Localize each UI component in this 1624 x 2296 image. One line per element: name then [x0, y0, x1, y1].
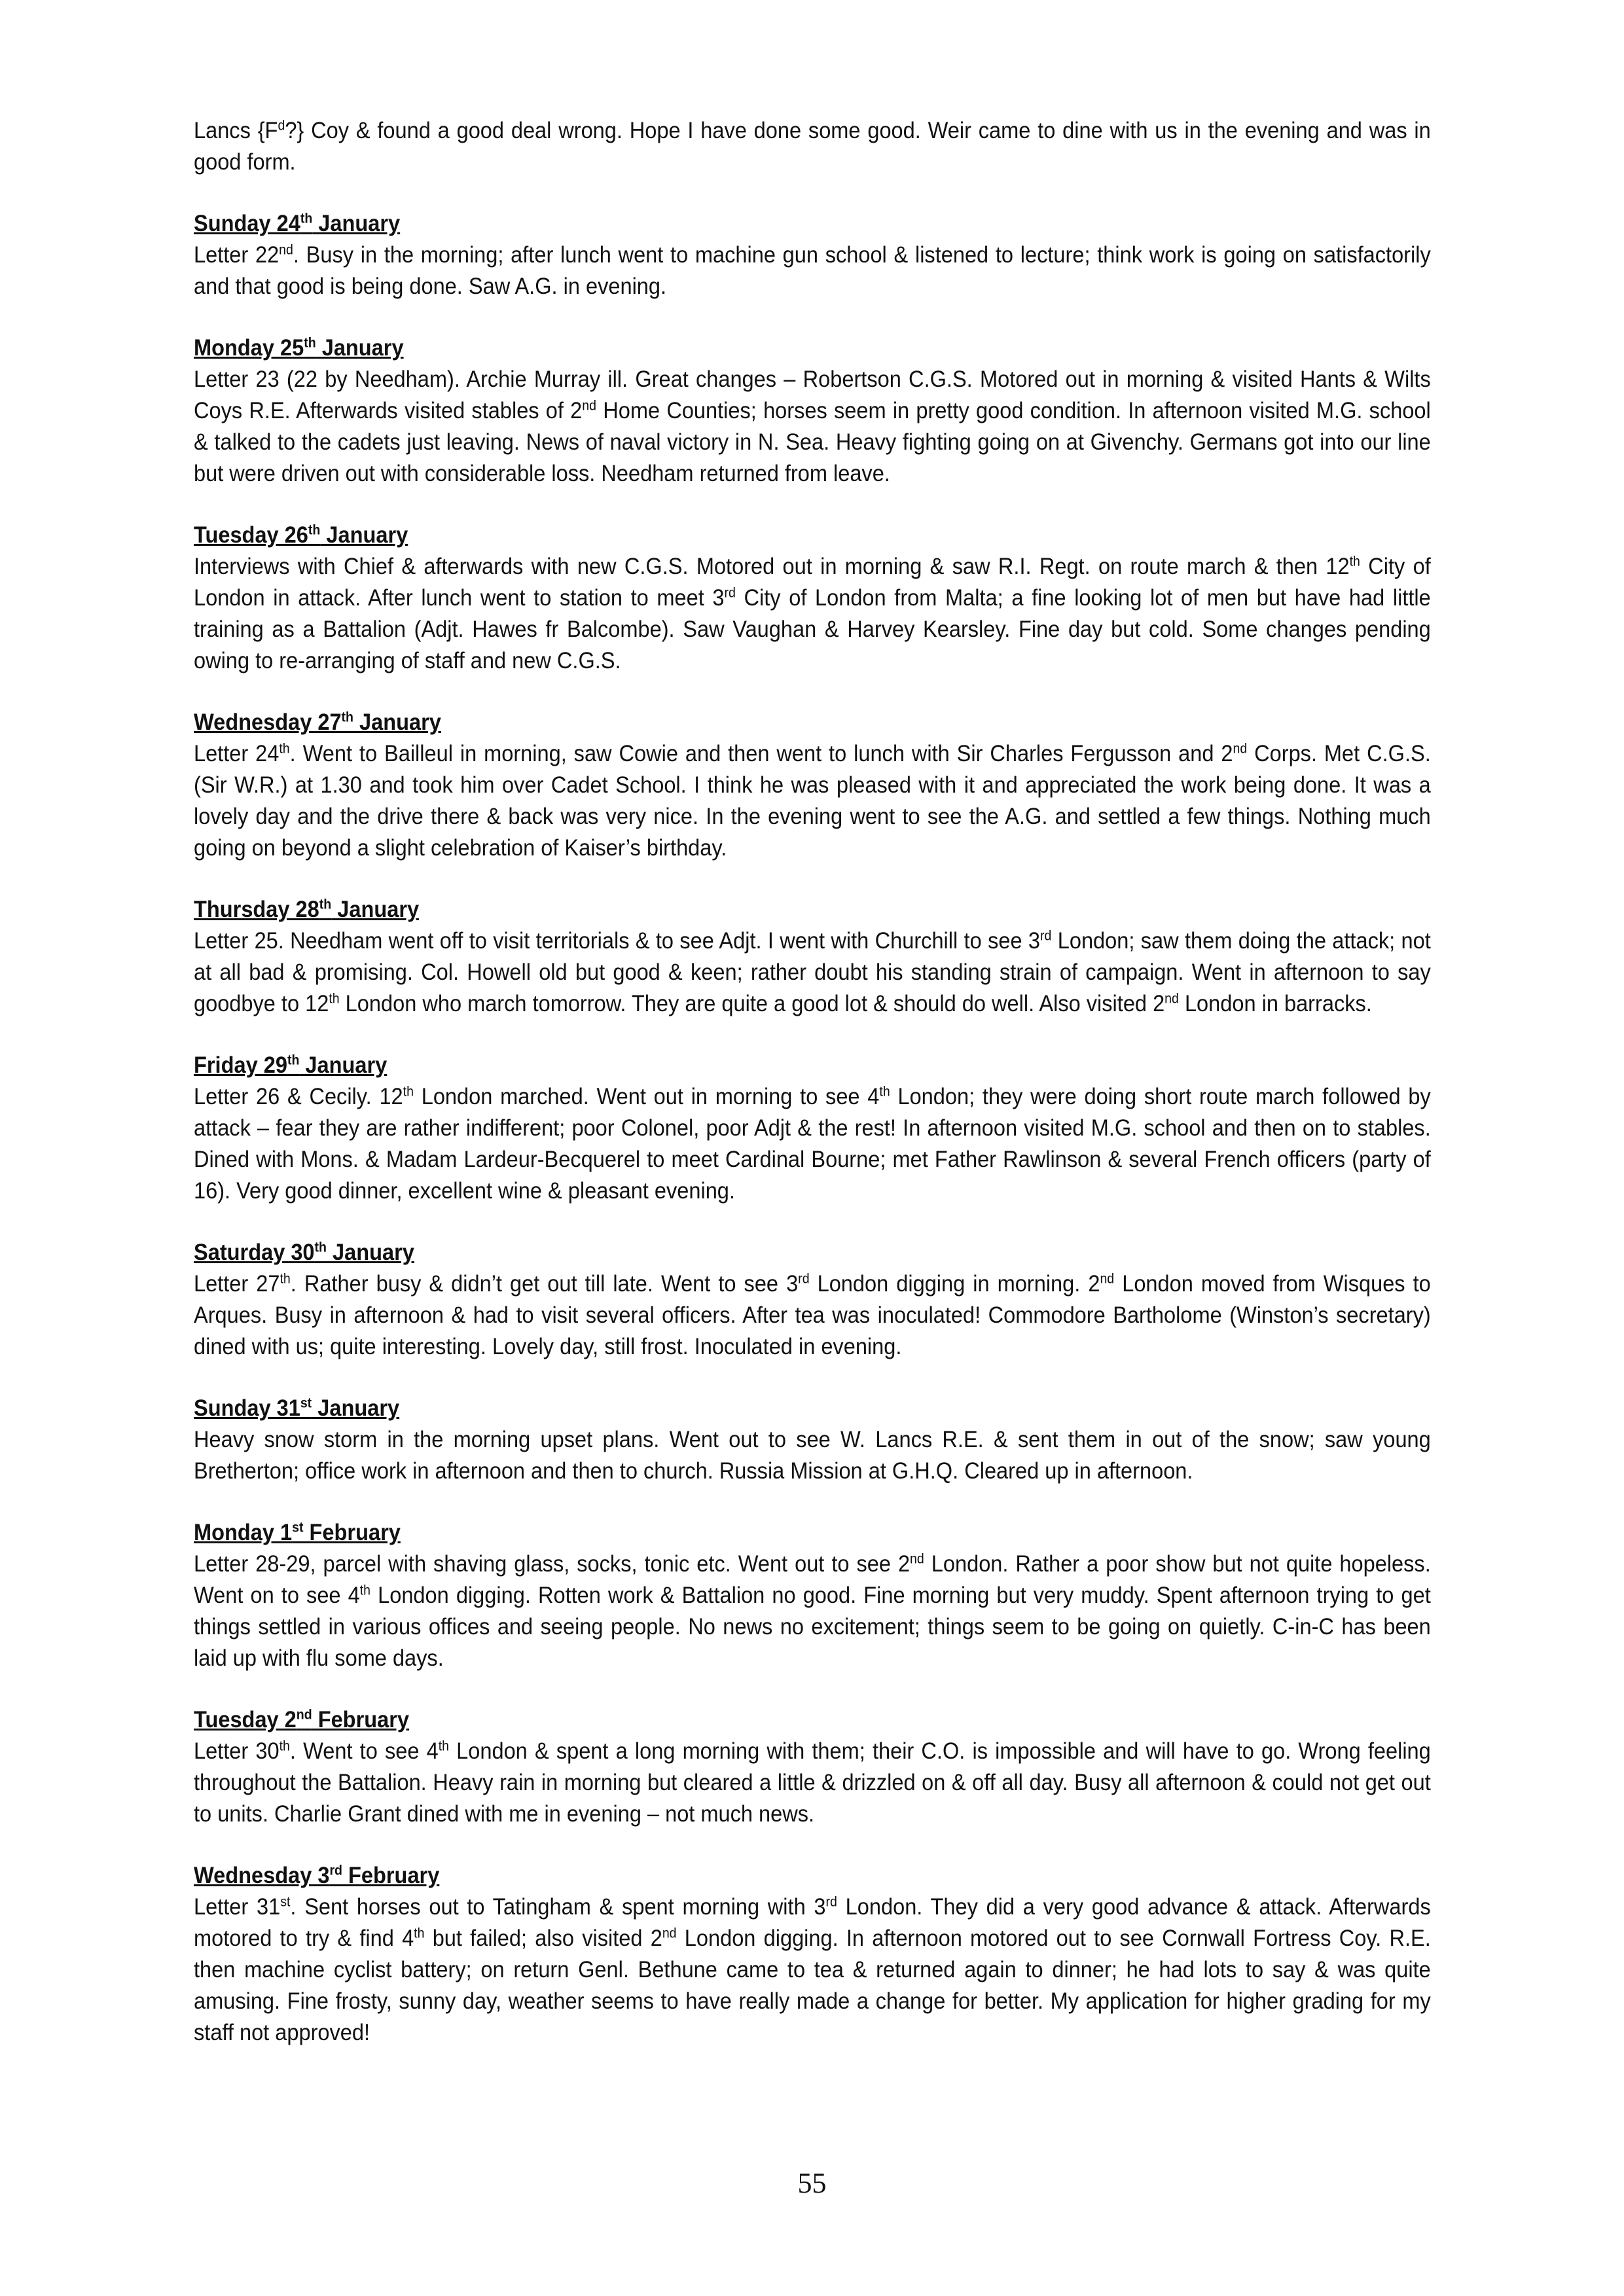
text-run: January	[331, 897, 420, 922]
text-run: January	[316, 335, 404, 361]
entry-text	[194, 1081, 1431, 1207]
diary-entry	[194, 1704, 1431, 1830]
text-run: Wednesday 3	[194, 1863, 330, 1888]
diary-entry	[194, 1393, 1431, 1487]
text-run: City of London in attack. After lunch went to station to meet 3	[194, 554, 1431, 611]
text-run: Letter 22	[194, 242, 280, 268]
ordinal-suffix: th	[359, 1583, 371, 1598]
ordinal-suffix: th	[1349, 554, 1360, 569]
ordinal-suffix: nd	[662, 1926, 677, 1941]
text-run: City of London from Malta; a fine looking lot of men but have had little training as a Battalion (Adjt. Hawes fr Balcombe). Saw Vaughan & Harvey Kearsley. Fine day but cold. Some changes pending owing to re-arranging of staff and new C.G.S.	[194, 585, 1431, 673]
entry-text	[194, 925, 1431, 1020]
text-run: January	[312, 1395, 400, 1421]
text-run: Thursday 28	[194, 897, 319, 922]
text-run: London in barracks.	[1178, 991, 1372, 1016]
ordinal-suffix: nd	[279, 242, 293, 258]
diary-entry	[194, 1860, 1431, 2049]
entry-date-heading	[194, 1517, 1431, 1549]
ordinal-suffix: rd	[825, 1894, 837, 1910]
ordinal-suffix: th	[341, 709, 353, 725]
entry-date-heading	[194, 1704, 1431, 1736]
diary-entry	[194, 894, 1431, 1020]
text-run: January	[320, 522, 408, 548]
entry-date-heading	[194, 1860, 1431, 1892]
ordinal-suffix: st	[300, 1395, 312, 1411]
ordinal-suffix: st	[280, 1894, 291, 1910]
entry-text	[194, 1424, 1431, 1487]
page-content	[194, 115, 1431, 2049]
entry-date-heading	[194, 1237, 1431, 1268]
text-run: Tuesday 26	[194, 522, 308, 548]
text-run: Letter 26 & Cecily. 12	[194, 1084, 403, 1109]
ordinal-suffix: th	[304, 335, 316, 351]
text-run: Corps. Met C.G.S. (Sir W.R.) at 1.30 and took him over Cadet School. I think he was pleased with it and appreciated the work being done. It was a lovely day and the drive there & back was very nice. In the evening went to see the A.G. and settled a few things. Nothing much going on beyond a slight celebration of Kaiser’s birthday.	[194, 741, 1431, 861]
entry-text	[194, 738, 1431, 864]
ordinal-suffix: nd	[910, 1551, 924, 1567]
text-run: London digging. Rotten work & Battalion no good. Fine morning but very muddy. Spent afternoon trying to get things settled in various offices and seeing people. No news no excitement; things seem to be going on quietly. C-in-C has been laid up with flu some days.	[194, 1583, 1431, 1671]
entry-date-heading	[194, 208, 1431, 240]
ordinal-suffix: th	[314, 1240, 327, 1255]
ordinal-suffix: th	[308, 522, 321, 538]
text-run: Letter 27	[194, 1271, 280, 1297]
diary-entry	[194, 707, 1431, 864]
diary-entries	[194, 208, 1431, 2049]
text-run: Letter 25. Needham went off to visit territorials & to see Adjt. I went with Churchill to see 3	[194, 928, 1041, 954]
text-run: . Busy in the morning; after lunch went to machine gun school & listened to lecture; think work is going on satisfactorily and that good is being done. Saw A.G. in evening.	[194, 242, 1431, 299]
diary-entry	[194, 520, 1431, 677]
ordinal-suffix: th	[287, 1052, 300, 1068]
entry-text	[194, 1736, 1431, 1830]
ordinal-suffix: th	[280, 1271, 291, 1287]
text-run: Interviews with Chief & afterwards with new C.G.S. Motored out in morning & saw R.I. Regt. on route march & then 12	[194, 554, 1350, 579]
diary-entry	[194, 1050, 1431, 1207]
text-run: Home Counties; horses seem in pretty good condition. In afternoon visited M.G. school & talked to the cadets just leaving. News of naval victory in N. Sea. Heavy fighting going on at Givenchy. Germans got into our line but were driven out with considerable loss. Needham returned from leave.	[194, 398, 1431, 486]
ordinal-suffix: th	[279, 741, 290, 757]
text-run: London; saw them doing the attack; not at all bad & promising. Col. Howell old but good & keen; rather doubt his standing strain of campaign. Went in afternoon to say goodbye to 12	[194, 928, 1431, 1016]
ordinal-suffix: rd	[798, 1271, 810, 1287]
text-run: London; they were doing short route march followed by attack – fear they are rather indifferent; poor Colonel, poor Adjt & the rest! In afternoon visited M.G. school and then on to stables. Dined with Mons. & Madam Lardeur-Becquerel to meet Cardinal Bourne; met Father Rawlinson & several French officers (party of 16). Very good dinner, excellent wine & pleasant evening.	[194, 1084, 1431, 1204]
text-run: Letter 31	[194, 1894, 281, 1920]
diary-entry	[194, 1517, 1431, 1674]
diary-entry	[194, 1237, 1431, 1363]
text-run: . Went to Bailleul in morning, saw Cowie and then went to lunch with Sir Charles Fergusson and 2	[289, 741, 1233, 766]
text-run: Letter 23 (22 by Needham). Archie Murray ill. Great changes – Robertson C.G.S. Motored out in morning & visited Hants & Wilts Coys R.E. Afterwards visited stables of 2	[194, 367, 1431, 423]
text-run: February	[303, 1520, 401, 1545]
text-run: January	[312, 211, 401, 236]
entry-date-heading	[194, 894, 1431, 925]
text-run: London digging in morning. 2	[809, 1271, 1100, 1297]
ordinal-suffix: rd	[329, 1863, 342, 1878]
text-run: Sunday 24	[194, 211, 300, 236]
text-run: but failed; also visited 2	[424, 1926, 662, 1951]
diary-entry	[194, 332, 1431, 490]
text-run: ?} Coy & found a good deal wrong. Hope I have done some good. Weir came to dine with us in the evening and was in good form.	[194, 118, 1431, 175]
text-run: Heavy snow storm in the morning upset plans. Went out to see W. Lancs R.E. & sent them in out of the snow; saw young Bretherton; office work in afternoon and then to church. Russia Mission at G.H.Q. Cleared up in afternoon.	[194, 1427, 1431, 1484]
ordinal-suffix: th	[414, 1926, 425, 1941]
ordinal-suffix: nd	[296, 1707, 312, 1723]
text-run: London marched. Went out in morning to see 4	[413, 1084, 880, 1109]
text-run: Friday 29	[194, 1052, 287, 1078]
entry-date-heading	[194, 332, 1431, 364]
diary-entry	[194, 208, 1431, 302]
text-run: . Sent horses out to Tatingham & spent morning with 3	[290, 1894, 826, 1920]
text-run: February	[312, 1707, 409, 1732]
entry-date-heading	[194, 520, 1431, 551]
text-run: Letter 30	[194, 1738, 280, 1764]
entry-text	[194, 1549, 1431, 1674]
text-run: January	[353, 709, 441, 735]
intro-paragraph	[194, 115, 1431, 178]
text-run: Letter 28-29, parcel with shaving glass, socks, tonic etc. Went out to see 2	[194, 1551, 911, 1577]
ordinal-suffix: th	[319, 897, 332, 912]
entry-text	[194, 364, 1431, 490]
entry-date-heading	[194, 707, 1431, 738]
text-run: Wednesday 27	[194, 709, 342, 735]
ordinal-suffix: d	[278, 118, 285, 134]
text-run: London moved from Wisques to Arques. Busy in afternoon & had to visit several officers. After tea was inoculated! Commodore Bartholome (Winston’s secretary) dined with us; quite interesting. Lovely day, still frost. Inoculated in evening.	[194, 1271, 1431, 1359]
ordinal-suffix: rd	[1040, 928, 1052, 944]
ordinal-suffix: nd	[582, 398, 597, 414]
entry-date-heading	[194, 1050, 1431, 1081]
text-run: Letter 24	[194, 741, 280, 766]
ordinal-suffix: th	[300, 211, 313, 226]
entry-text	[194, 551, 1431, 677]
entry-text	[194, 240, 1431, 302]
ordinal-suffix: rd	[724, 585, 736, 601]
ordinal-suffix: th	[403, 1084, 414, 1100]
ordinal-suffix: nd	[1100, 1271, 1115, 1287]
text-run: . Went to see 4	[289, 1738, 439, 1764]
text-run: London. Rather a poor show but not quite hopeless. Went on to see 4	[194, 1551, 1431, 1608]
text-run: Tuesday 2	[194, 1707, 297, 1732]
text-run: London who march tomorrow. They are quite a good lot & should do well. Also visited 2	[339, 991, 1165, 1016]
entry-text	[194, 1892, 1431, 2049]
ordinal-suffix: th	[279, 1738, 290, 1754]
text-run: January	[299, 1052, 388, 1078]
text-run: Saturday 30	[194, 1240, 315, 1265]
text-run: Sunday 31	[194, 1395, 300, 1421]
ordinal-suffix: nd	[1164, 991, 1179, 1007]
ordinal-suffix: th	[438, 1738, 450, 1754]
text-run: Monday 1	[194, 1520, 293, 1545]
text-run: . Rather busy & didn’t get out till late. Went to see 3	[290, 1271, 799, 1297]
text-run: Monday 25	[194, 335, 304, 361]
text-run: London & spent a long morning with them; their C.O. is impossible and will have to go. Wrong feeling throughout the Battalion. Heavy rain in morning but cleared a little & drizzled on & off all day. Busy all afternoon & could not get out to units. Charlie Grant dined with me in evening – not much news.	[194, 1738, 1431, 1827]
ordinal-suffix: th	[879, 1084, 890, 1100]
ordinal-suffix: nd	[1233, 741, 1248, 757]
text-run: London. They did a very good advance & attack. Afterwards motored to try & find 4	[194, 1894, 1431, 1951]
entry-text	[194, 1268, 1431, 1363]
entry-date-heading	[194, 1393, 1431, 1424]
text-run: February	[342, 1863, 440, 1888]
page-number: 55	[797, 2167, 827, 2199]
ordinal-suffix: st	[292, 1520, 304, 1535]
ordinal-suffix: th	[329, 991, 340, 1007]
text-run: London digging. In afternoon motored out to see Cornwall Fortress Coy. R.E. then machine cyclist battery; on return Genl. Bethune came to tea & returned again to dinner; he had lots to say & was quite amusing. Fine frosty, sunny day, weather seems to have really made a change for better. My application for higher grading for my staff not approved!	[194, 1926, 1431, 2045]
text-run: Lancs {F	[194, 118, 278, 143]
text-run: January	[326, 1240, 414, 1265]
